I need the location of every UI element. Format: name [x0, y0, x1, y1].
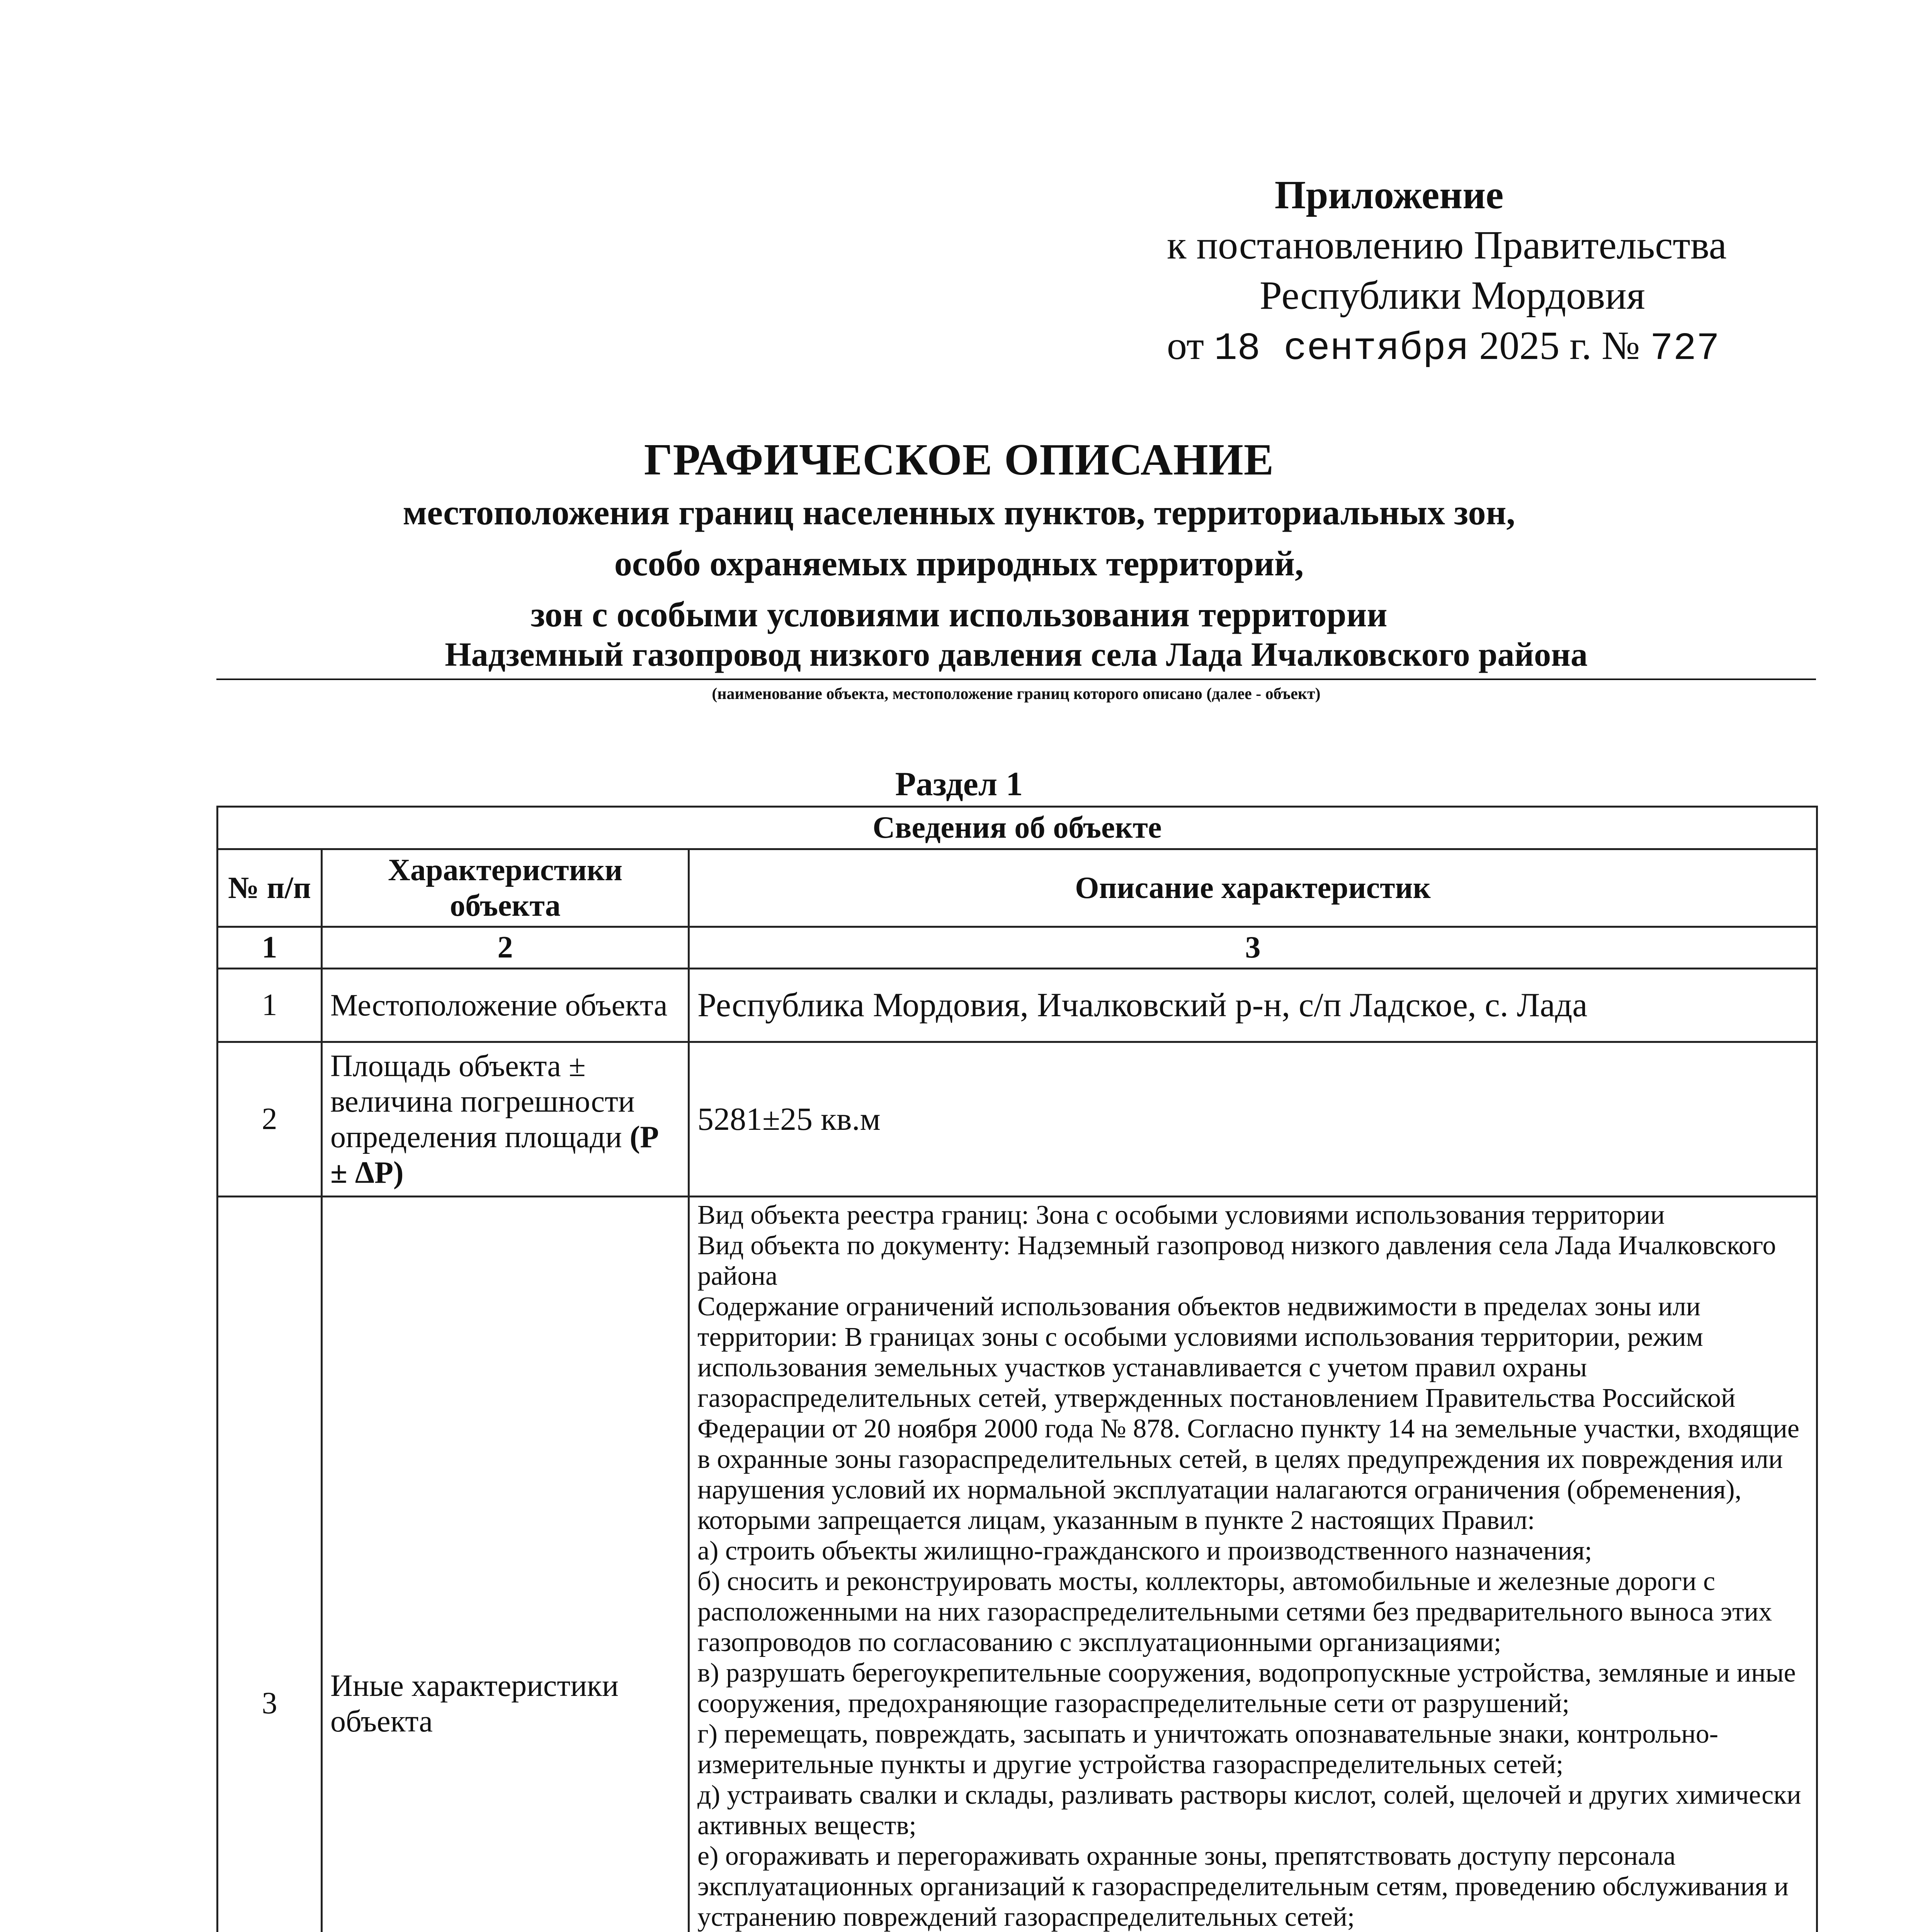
- description-line: а) строить объекты жилищно-гражданского и производственного назначения;: [697, 1536, 1592, 1566]
- appendix-block: [1151, 170, 1847, 374]
- section-title: Раздел 1: [895, 765, 1023, 803]
- description-line: Содержание ограничений использования объектов недвижимости в пределах зоны или территории: В границах зоны с особыми условиями использования территории, режим использования земельных участков устанавливается с учетом правил охраны газораспределительных сетей, утвержденных постановлением Правительства Российской Федерации от 20 ноября 2000 года № 878. Согласно пункту 14 на земельные участки, входящие в охранные зоны газораспределительных сетей, в целях предупреждения их повреждения или нарушения условий их нормальной эксплуатации налагаются ограничения (обременения), которыми запрещается лицам, указанным в пункте 2 настоящих Правил:: [697, 1292, 1799, 1535]
- appendix-line-2: Республики Мордовия: [1260, 273, 1645, 318]
- row-characteristic: Площадь объекта ± величина погрешности определения площади: [330, 1049, 635, 1154]
- appendix-date-prefix: от: [1167, 323, 1204, 368]
- description-line: б) сносить и реконструировать мосты, коллекторы, автомобильные и железные дороги с расположенными на них газораспределительными сетями без предварительного выноса этих газопроводов по согласованию с эксплуатационными организациями;: [697, 1566, 1772, 1657]
- row-characteristic-cell: [322, 1042, 689, 1197]
- description-line: Вид объекта реестра границ: Зона с особыми условиями использования территории: [697, 1200, 1665, 1230]
- description-line: Вид объекта по документу: Надземный газопровод низкого давления села Лада Ичалковского района: [697, 1231, 1776, 1291]
- description-line: е) огораживать и перегораживать охранные зоны, препятствовать доступу персонала эксплуатационных организаций к газораспределительным сетям, проведению обслуживания и устранению повреждений газораспределительных сетей;: [697, 1841, 1789, 1932]
- appendix-year: 2025 г. №: [1479, 323, 1640, 368]
- document-subtitle-line: зон с особыми условиями использования территории: [531, 595, 1387, 634]
- row-characteristic-formula: (P ± ΔP): [330, 1120, 657, 1190]
- document-subtitle-line: особо охраняемых природных территорий,: [614, 544, 1304, 583]
- row-number: 1: [218, 969, 322, 1042]
- row-value: Республика Мордовия, Ичалковский р-н, с/п Ладское, с. Лада: [689, 969, 1817, 1042]
- description-line: г) перемещать, повреждать, засыпать и уничтожать опознавательные знаки, контрольно-измерительные пункты и другие устройства газораспределительных сетей;: [697, 1719, 1719, 1779]
- header-characteristics: Характеристики объекта: [322, 849, 689, 927]
- description-line: д) устраивать свалки и склады, разливать растворы кислот, солей, щелочей и других химически активных веществ;: [697, 1780, 1801, 1840]
- table-row: [218, 969, 1817, 1042]
- row-value: 5281±25 кв.м: [689, 1042, 1817, 1197]
- document-title: ГРАФИЧЕСКОЕ ОПИСАНИЕ: [644, 435, 1274, 485]
- row-number: 3: [218, 1197, 322, 1932]
- header-description: Описание характеристик: [689, 849, 1817, 927]
- column-number: 1: [218, 927, 322, 969]
- table-row: [218, 1197, 1817, 1932]
- row-characteristic: Местоположение объекта: [322, 969, 689, 1042]
- appendix-title: Приложение: [1274, 173, 1504, 217]
- row-characteristic: Иные характеристики объекта: [322, 1197, 689, 1932]
- header-number: № п/п: [218, 849, 322, 927]
- document-subtitle-line: местоположения границ населенных пунктов, территориальных зон,: [403, 493, 1515, 532]
- object-info-table: [216, 806, 1818, 1932]
- column-number: 3: [689, 927, 1817, 969]
- appendix-date: 18 сентября: [1214, 327, 1469, 371]
- document-title-block: [0, 433, 1918, 640]
- description-line: в) разрушать берегоукрепительные сооружения, водопропускные устройства, земляные и иные сооружения, предохраняющие газораспределительные сети от разрушений;: [697, 1658, 1796, 1718]
- appendix-number: 727: [1650, 327, 1720, 371]
- object-name: Надземный газопровод низкого давления села Лада Ичалковского района: [216, 634, 1816, 680]
- object-caption: (наименование объекта, местоположение границ которого описано (далее - объект): [712, 685, 1321, 703]
- appendix-date-line: [1167, 321, 1847, 374]
- row-number: 2: [218, 1042, 322, 1197]
- table-title: Сведения об объекте: [218, 807, 1817, 849]
- appendix-line-1: к постановлению Правительства: [1167, 223, 1727, 267]
- table-row: [218, 1042, 1817, 1197]
- column-number: 2: [322, 927, 689, 969]
- row-description: [689, 1197, 1817, 1932]
